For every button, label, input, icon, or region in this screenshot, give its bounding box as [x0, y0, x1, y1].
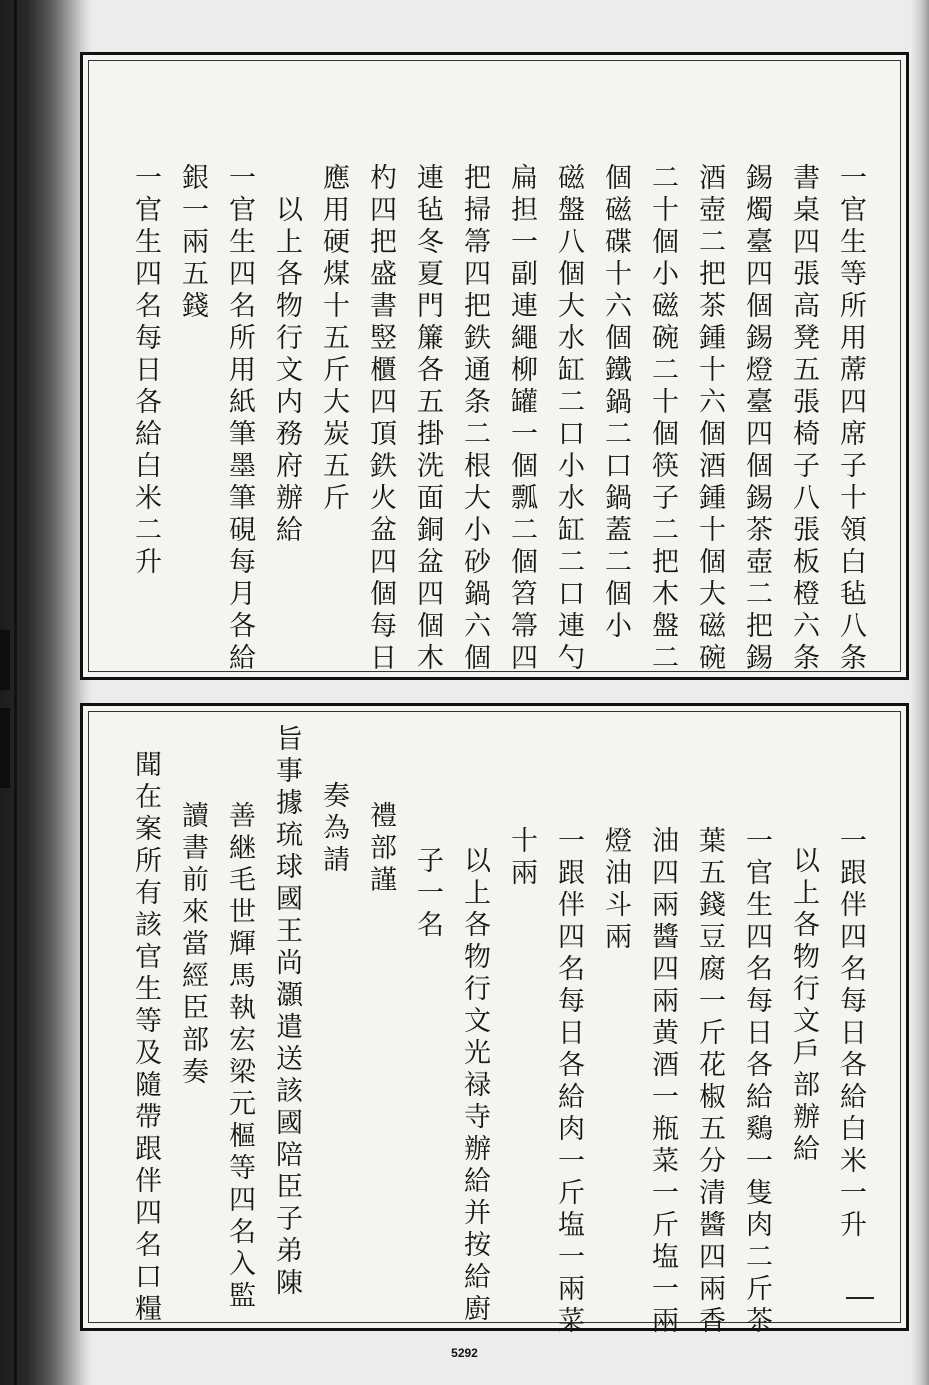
text-column: 應用硬煤十五斤大炭五斤 — [318, 163, 349, 515]
text-column: 以上各物行文光禄寺辦給并按給廚 — [459, 846, 490, 1326]
text-column: 一官生等所用蓆四席子十領白毡八条 — [835, 163, 866, 675]
text-column: 以上各物行文内務府辦給 — [271, 195, 302, 547]
text-column: 酒壺二把茶鍾十六個酒鍾十個大磁碗 — [694, 163, 725, 675]
text-column: 杓四把盛書竪櫃四頂鉄火盆四個每日 — [365, 163, 396, 675]
text-column: 連毡冬夏門簾各五掛洗面銅盆四個木 — [412, 163, 443, 675]
text-column: 一官生四名每日各給白米二升 — [130, 163, 161, 579]
binding-edge-line — [14, 0, 17, 1385]
panel-inner-border — [88, 60, 901, 672]
text-column: 二十個小磁碗二十個筷子二把木盤二 — [647, 163, 678, 675]
text-column: 旨事據琉球國王尚灝遣送該國陪臣子弟陳 — [271, 724, 302, 1300]
text-column: 燈油斗兩 — [600, 826, 631, 954]
text-column: 讀書前來當經臣部奏 — [177, 801, 208, 1089]
text-column: 一跟伴四名每日各給肉一斤塩一兩菜 — [553, 826, 584, 1338]
text-column: 銀一兩五錢 — [177, 163, 208, 323]
text-column: 一官生四名每日各給鷄一隻肉二斤茶 — [741, 826, 772, 1338]
text-column: 書桌四張高凳五張椅子八張板橙六条 — [788, 163, 819, 675]
text-column: 聞在案所有該官生等及隨帶跟伴四名口糧 — [130, 750, 161, 1326]
text-column: 奏為請 — [318, 781, 349, 877]
page-tab-mark — [0, 630, 10, 690]
text-column: 把掃箒四把鉄通条二根大小砂鍋六個 — [459, 163, 490, 675]
text-column: 油四兩醬四兩黄酒一瓶菜一斤塩一兩 — [647, 826, 678, 1338]
text-column: 磁盤八個大水缸二口小水缸二口連勺 — [553, 163, 584, 675]
text-column: 善継毛世輝馬執宏梁元樞等四名入監 — [224, 801, 255, 1313]
continuation-dash — [846, 1297, 874, 1299]
text-column: 扁担一副連繩柳罐一個瓢二個笤箒四 — [506, 163, 537, 675]
top-manuscript-panel — [80, 52, 909, 680]
panel-inner-border — [88, 711, 901, 1323]
text-column: 禮部謹 — [365, 801, 396, 897]
text-column: 一官生四名所用紙筆墨筆硯每月各給 — [224, 163, 255, 675]
page-edge-shadow — [911, 0, 929, 1385]
page-number: 5292 — [451, 1346, 478, 1360]
text-column: 一跟伴四名每日各給白米一升 — [835, 826, 866, 1242]
text-column: 錫燭臺四個錫燈臺四個錫茶壺二把錫 — [741, 163, 772, 675]
text-column: 葉五錢豆腐一斤花椒五分清醬四兩香 — [694, 826, 725, 1338]
text-column: 個磁碟十六個鐵鍋二口鍋蓋二個小 — [600, 163, 631, 643]
page-tab-mark — [0, 708, 10, 788]
text-column: 以上各物行文戶部辦給 — [788, 846, 819, 1166]
bottom-manuscript-panel — [80, 703, 909, 1338]
text-column: 十兩 — [506, 826, 537, 890]
text-column: 子一名 — [412, 846, 443, 942]
